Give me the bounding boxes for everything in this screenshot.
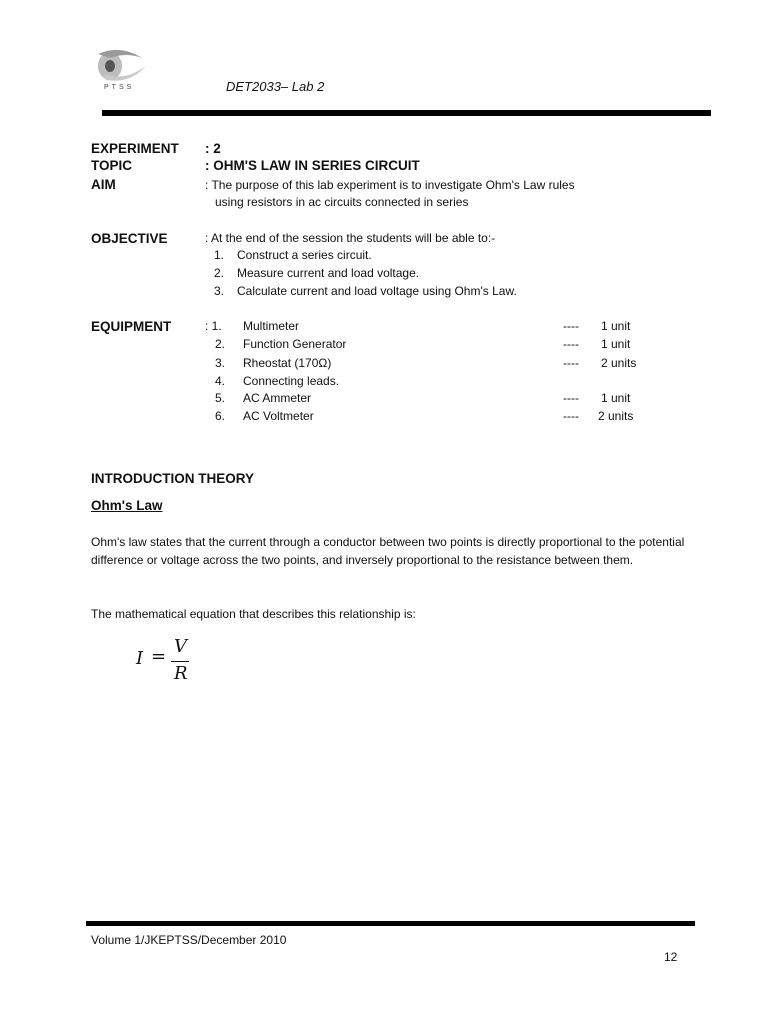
equipment-name: Multimeter [243,319,300,333]
objective-item: Construct a series circuit. [237,248,372,262]
equipment-qty: 1 unit [601,391,631,405]
equipment-label: EQUIPMENT [91,319,172,334]
footer-volume: Volume 1/JKEPTSS/December 2010 [91,933,287,947]
formula-numerator: V [174,636,187,657]
equipment-num: 4. [215,374,226,388]
objective-num: 3. [214,284,225,298]
footer-rule [86,921,695,926]
header-rule [102,110,711,116]
topic-label: TOPIC [91,158,133,173]
experiment-label: EXPERIMENT [91,141,179,156]
equipment-dash: ---- [563,391,579,405]
equipment-num: 2. [215,337,226,351]
section-subtitle: Ohm's Law [91,498,163,513]
equipment-dash: ---- [563,356,579,370]
equipment-qty: 2 units [601,356,637,370]
equipment-dash: ---- [563,409,579,423]
equipment-name: Rheostat (170Ω) [243,356,332,370]
topic-value: : OHM'S LAW IN SERIES CIRCUIT [205,158,420,173]
objective-num: 2. [214,266,225,280]
objective-intro: : At the end of the session the students will be able to:- [205,231,496,245]
objective-item: Calculate current and load voltage using Ohm's Law. [237,284,517,298]
aim-line-2: using resistors in ac circuits connected in series [215,195,469,209]
aim-label: AIM [91,177,116,192]
equipment-qty: 1 unit [601,337,631,351]
equipment-dash: ---- [563,337,579,351]
formula-denominator: R [174,663,188,684]
formula-lhs: I [136,648,144,669]
equipment-num: 6. [215,409,226,423]
experiment-value: : 2 [205,141,221,156]
aim-line-1: : The purpose of this lab experiment is to investigate Ohm's Law rules [205,178,575,192]
equipment-name: AC Voltmeter [243,409,314,423]
objective-item: Measure current and load voltage. [237,266,420,280]
equipment-num: : 1. [205,319,222,333]
course-code: DET2033– Lab 2 [226,79,325,94]
page-number: 12 [664,950,678,964]
equipment-qty: 2 units [598,409,634,423]
equipment-name: Function Generator [243,337,347,351]
equipment-num: 5. [215,391,226,405]
formula-equals: = [151,646,167,667]
section-title: INTRODUCTION THEORY [91,471,254,486]
equipment-name: Connecting leads. [243,374,340,388]
objective-label: OBJECTIVE [91,231,168,246]
fraction-bar [171,661,189,662]
equipment-qty: 1 unit [601,319,631,333]
equation-intro: The mathematical equation that describes this relationship is: [91,607,416,621]
equipment-name: AC Ammeter [243,391,312,405]
equipment-dash: ---- [563,319,579,333]
logo-text: PTSS [104,84,135,91]
objective-num: 1. [214,248,225,262]
intro-paragraph: Ohm's law states that the current through a conductor between two points is directly proportional to the potential difference or voltage across the two points, and inversely proportional to the resistance between them. [91,535,685,567]
equipment-num: 3. [215,356,226,370]
